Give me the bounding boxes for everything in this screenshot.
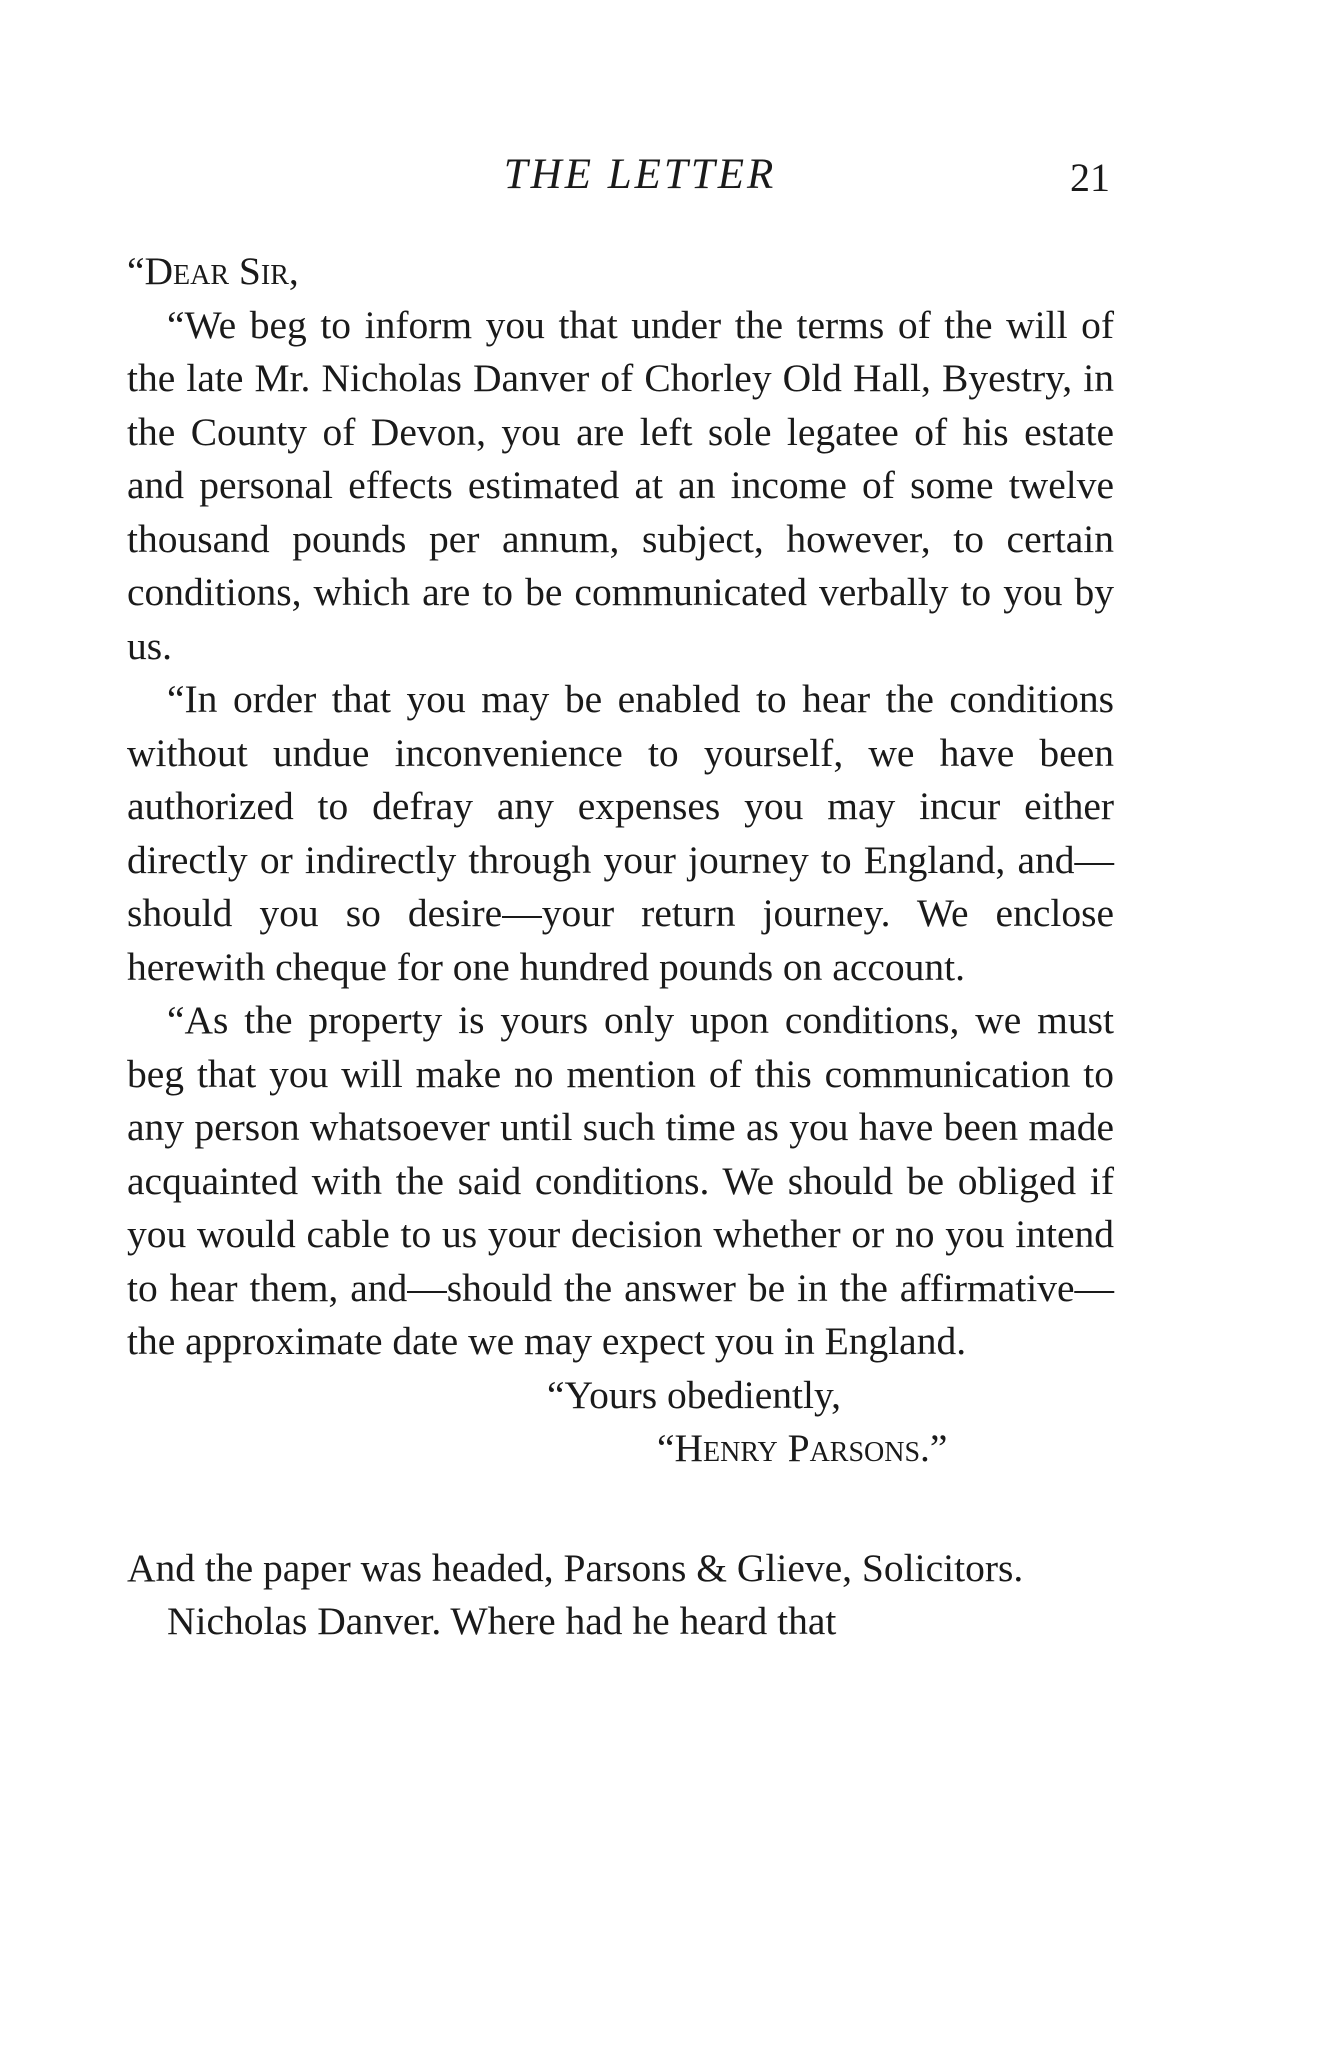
letter-paragraph-2: “In order that you may be enabled to hear the conditions without undue inconvenience to yourself, we have been authorized to defray any expenses you may incur either directly or indirectly through your journey to England, and—should you so desire—your return journey. We enclose herewith cheque for one hundred pounds on account. bbox=[127, 677, 1114, 989]
narrative-paragraph-1: And the paper was headed, Parsons & Glieve, Solicitors. bbox=[127, 1545, 1024, 1590]
running-head bbox=[130, 150, 1110, 210]
section-gap bbox=[127, 1476, 1114, 1542]
letter-paragraph-1: “We beg to inform you that under the terms of the will of the late Mr. Nicholas Danver of Chorley Old Hall, Byestry, in the County of Devon, you are left sole legatee of his estate and personal effects estimated at an income of some twelve thousand pounds per annum, subject, however, to certain conditions, which are to be communicated verbally to you by us. bbox=[127, 302, 1114, 668]
running-title: THE LETTER bbox=[503, 151, 777, 198]
letter-paragraph-3: “As the property is yours only upon conditions, we must beg that you will make no mention of this communication to any person whatsoever until such time as you have been made acquainted with the said conditions. We should be obliged if you would cable to us your decision whether or no you intend to hear them, and—should the answer be in the affirmative—the approximate date we may expect you in England. bbox=[127, 998, 1114, 1363]
letter-signature: “Henry Parsons.” bbox=[657, 1426, 948, 1470]
narrative-paragraph-2: Nicholas Danver. Where had he heard that bbox=[167, 1599, 837, 1643]
letter-salutation: “Dear Sir, bbox=[127, 249, 299, 293]
letter-closing: “Yours obediently, bbox=[547, 1372, 842, 1417]
body-text bbox=[127, 245, 1114, 1649]
page-number: 21 bbox=[1070, 155, 1110, 200]
